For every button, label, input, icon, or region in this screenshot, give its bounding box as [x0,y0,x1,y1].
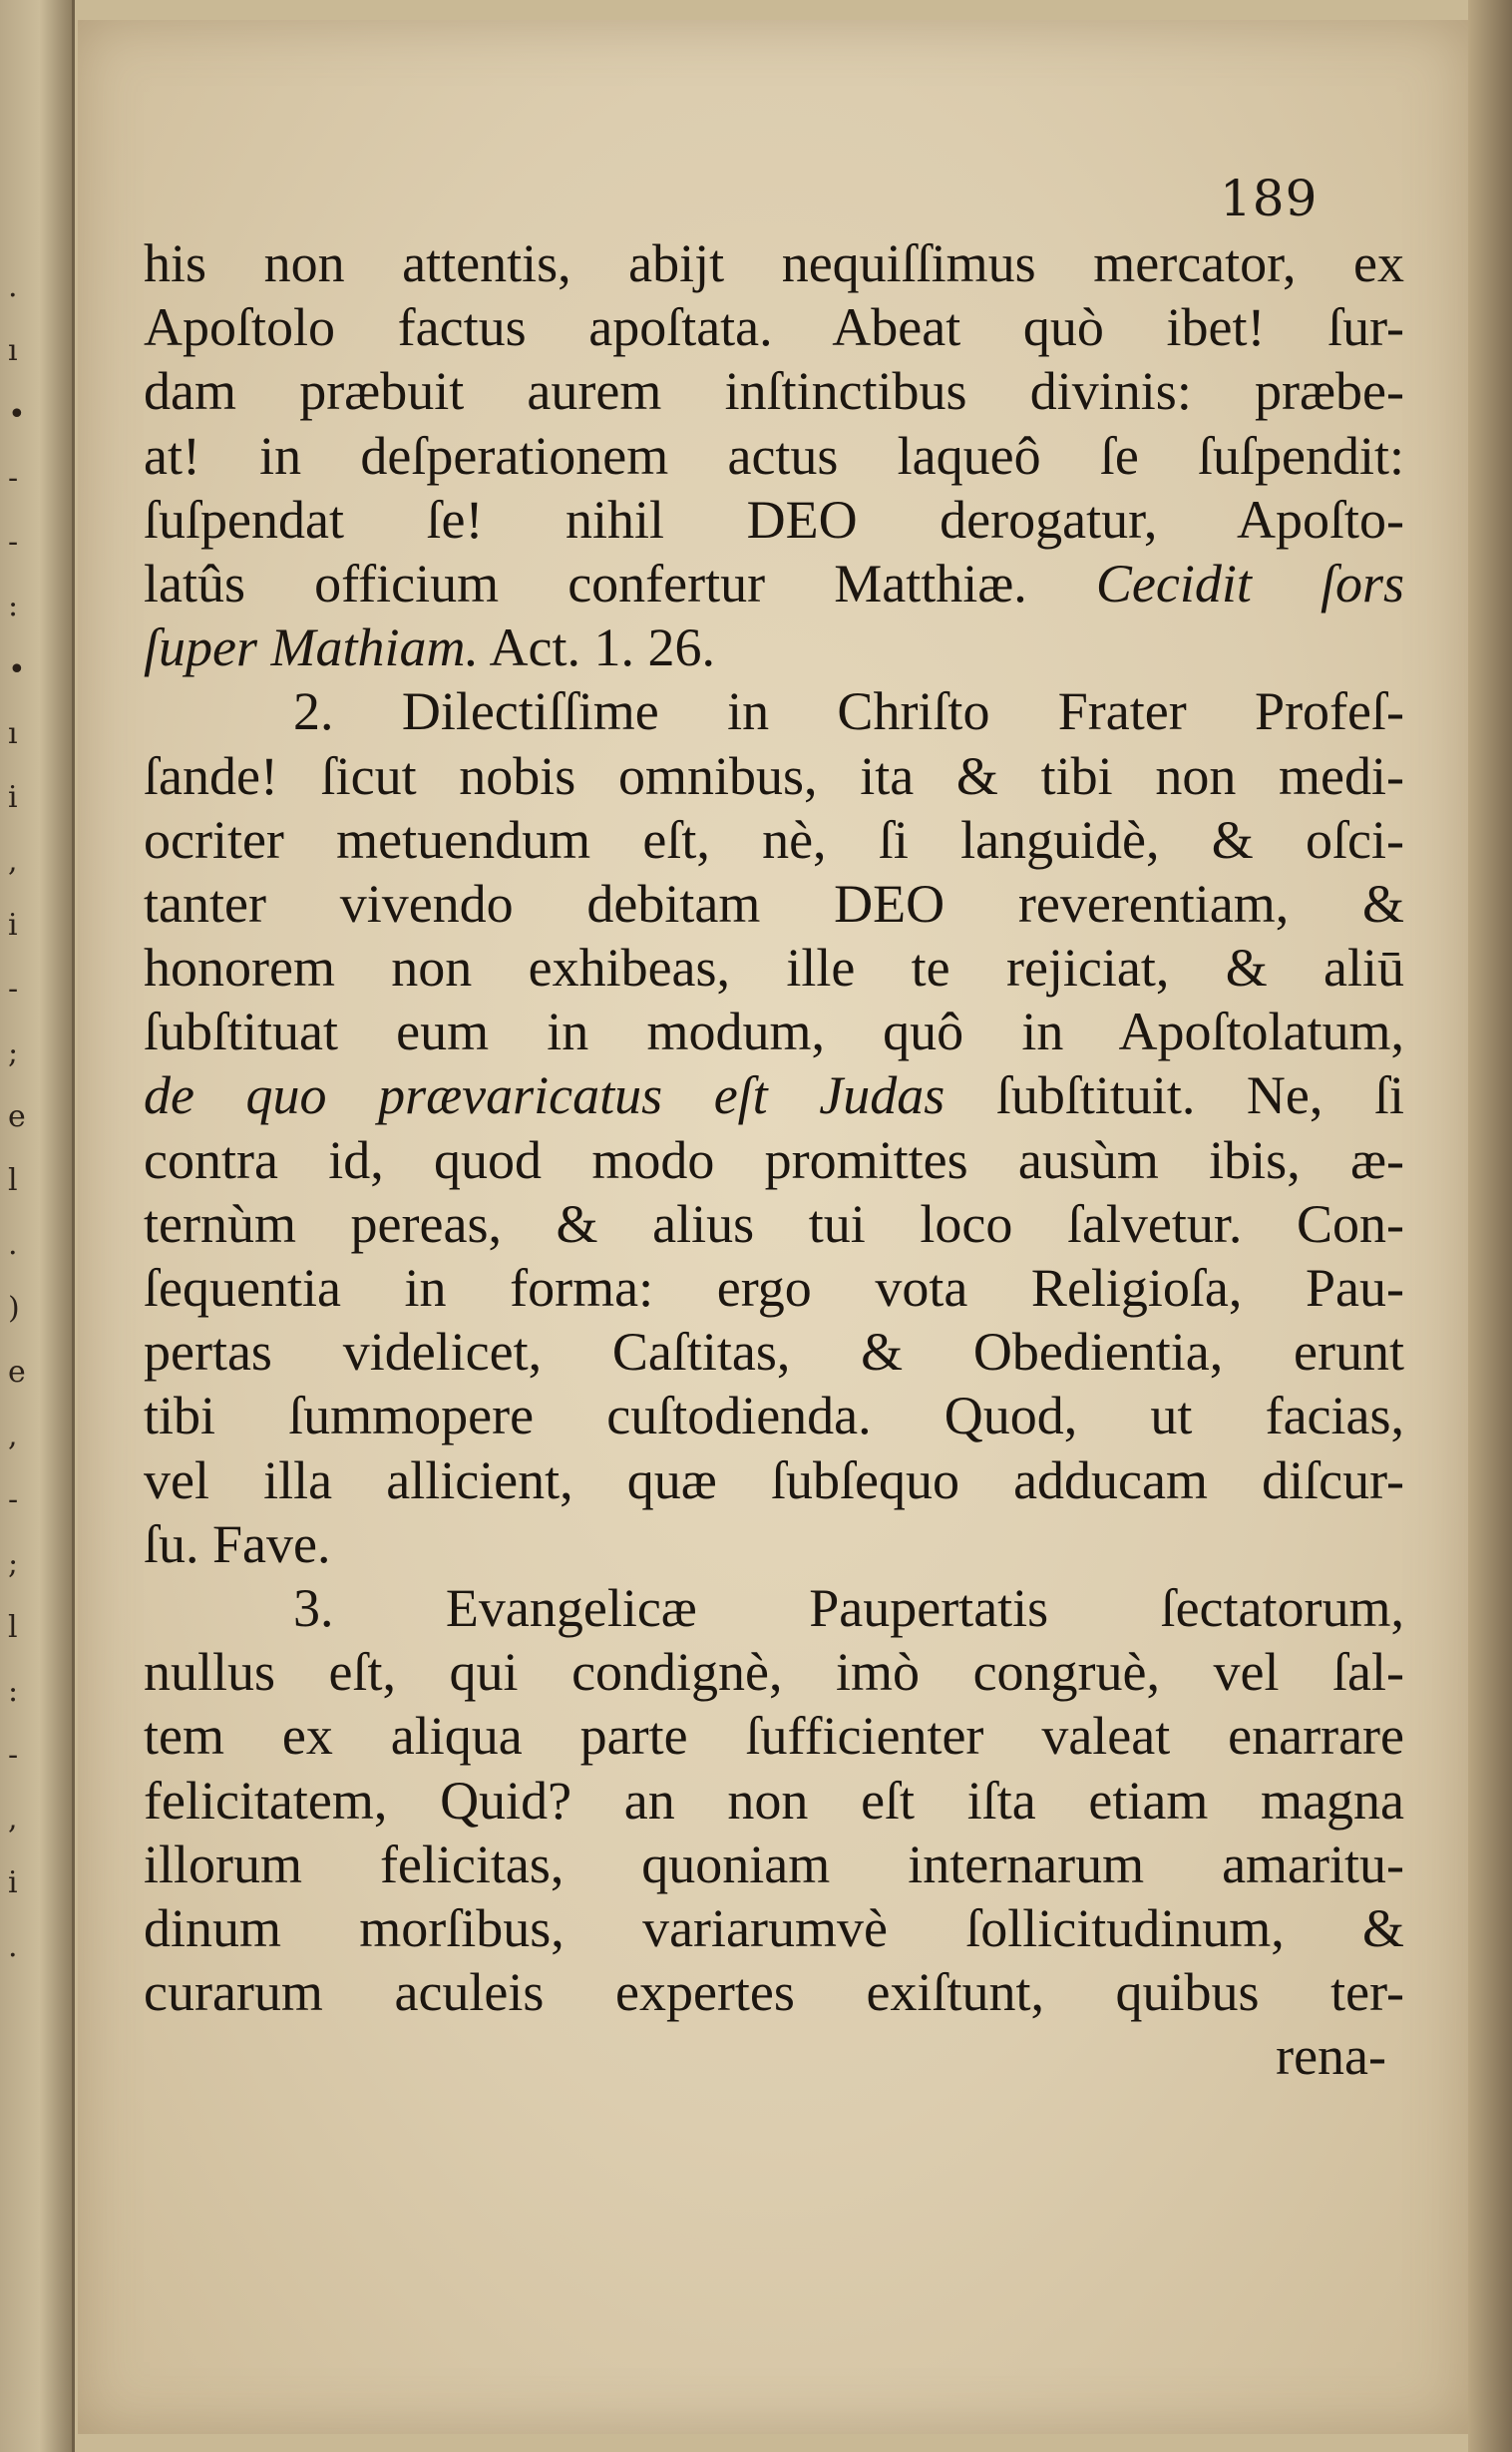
gutter-mark: : [8,589,19,623]
text-line [144,424,1404,488]
facing-page-gutter [0,0,75,2452]
book-page [78,20,1468,2434]
text-line [144,808,1404,872]
italic-text: Cecidit ſors [1095,553,1404,613]
gutter-mark: ) [8,1291,20,1326]
text-segment: illorum felicitas, quoniam internarum amaritu- [144,1834,1404,1894]
text-segment: nullus eſt, qui condignè, imò congruè, vel ſal- [144,1642,1404,1703]
gutter-mark: e [8,1099,26,1134]
gutter-mark: ı [8,333,18,368]
text-segment: tem ex aliqua parte ſufficienter valeat enarrare [144,1706,1404,1767]
text-segment: contra id, quod modo promittes ausùm ibis, æ- [144,1129,1404,1190]
text-line [144,744,1404,808]
text-line [144,1320,1404,1384]
text-segment: 2. Dilectiſſime in Chriſto Frater Profeſ- [293,681,1404,742]
gutter-mark: ; [8,1035,19,1070]
gutter-mark: i [8,780,18,815]
text-line [144,1512,1404,1576]
text-line [144,1960,1404,2024]
catchword: rena- [1276,2026,1386,2087]
text-line [144,679,1404,743]
text-line [144,552,1404,615]
text-segment: ſande! ſicut nobis omnibus, ita & tibi non medi- [144,745,1404,806]
gutter-mark: - [8,461,19,496]
text-line [144,872,1404,936]
gutter-mark: , [8,844,18,879]
page-right-edge [1468,0,1512,2452]
text-line [144,1640,1404,1704]
text-segment: tibi ſummopere cuſtodienda. Quod, ut facias, [144,1386,1404,1446]
gutter-mark: e [8,1355,26,1390]
text-line [144,1192,1404,1256]
gutter-mark: . [8,269,18,304]
text-line [144,231,1404,295]
text-line [144,1384,1404,1447]
gutter-mark: , [8,1419,18,1453]
text-line [144,1769,1404,1833]
text-segment: ternùm pereas, & alius tui loco ſalvetur. Con- [144,1193,1404,1254]
text-line [144,1448,1404,1512]
gutter-marks [8,0,48,2452]
text-segment: latûs officium confertur Matthiæ. [144,553,1096,613]
gutter-mark: l [8,1610,18,1645]
gutter-mark: l [8,1163,18,1198]
text-line [144,1063,1404,1127]
italic-text: de quo prævaricatus eſt Judas [144,1065,945,1126]
text-segment: ocriter metuendum eſt, nè, ſi languidè, & oſci- [144,809,1404,870]
text-line [144,1128,1404,1192]
text-segment: dinum morſibus, variarumvè ſollicitudinum, & [144,1897,1404,1958]
text-line [144,936,1404,1000]
text-segment: felicitatem, Quid? an non eſt iſta etiam magna [144,1770,1404,1831]
text-segment: his non attentis, abijt nequiſſimus mercator, ex [144,233,1404,293]
text-segment: dam præbuit aurem inſtinctibus divinis: præbe- [144,361,1404,422]
gutter-mark: . [8,1929,18,1964]
text-line [144,1896,1404,1960]
gutter-mark: i [8,908,18,943]
text-segment: tanter vivendo debitam DEO reverentiam, & [144,873,1404,934]
text-segment: honorem non exhibeas, ille te rejiciat, & aliū [144,938,1404,999]
gutter-mark: , [8,1802,18,1837]
text-segment: vel illa allicient, quæ ſubſequo adducam diſcur- [144,1449,1404,1510]
gutter-mark: • [8,397,26,432]
gutter-mark: • [8,652,26,687]
text-line [144,1704,1404,1768]
gutter-mark: : [8,1674,19,1709]
text-segment: Act. 1. 26. [478,617,715,678]
text-segment: pertas videlicet, Caſtitas, & Obedientia, erunt [144,1322,1404,1383]
text-line [144,1256,1404,1320]
text-segment: ſubſtituit. Ne, ſi [945,1065,1404,1126]
gutter-mark: - [8,1738,19,1773]
gutter-mark: i [8,1865,18,1900]
gutter-mark: - [8,972,19,1007]
text-line [144,1000,1404,1063]
text-line [144,1833,1404,1896]
text-segment: at! in deſperationem actus laqueô ſe ſuſpendit: [144,425,1404,486]
gutter-mark: - [8,525,19,560]
text-line [144,295,1404,359]
text-line [144,488,1404,552]
gutter-mark: ; [8,1546,19,1581]
italic-text: ſuper Mathiam. [144,617,479,678]
gutter-mark: ı [8,716,18,751]
text-segment: ſequentia in forma: ergo vota Religioſa, Pau- [144,1258,1404,1318]
gutter-mark: . [8,1227,18,1262]
text-segment: ſuſpendat ſe! nihil DEO derogatur, Apoſto- [144,489,1404,550]
text-segment: ſubſtituat eum in modum, quô in Apoſtolatum, [144,1002,1404,1062]
page-number: 189 [1220,170,1319,227]
text-line [144,1576,1404,1640]
text-segment: ſu. Fave. [144,1513,331,1574]
gutter-mark: - [8,1482,19,1517]
text-segment: curarum aculeis expertes exiſtunt, quibus ter- [144,1962,1404,2023]
body-text [144,231,1404,2088]
text-segment: 3. Evangelicæ Paupertatis ſectatorum, [293,1577,1404,1638]
text-line [144,615,1404,679]
text-line [144,359,1404,423]
text-segment: Apoſtolo factus apoſtata. Abeat quò ibet! ſur- [144,297,1404,358]
